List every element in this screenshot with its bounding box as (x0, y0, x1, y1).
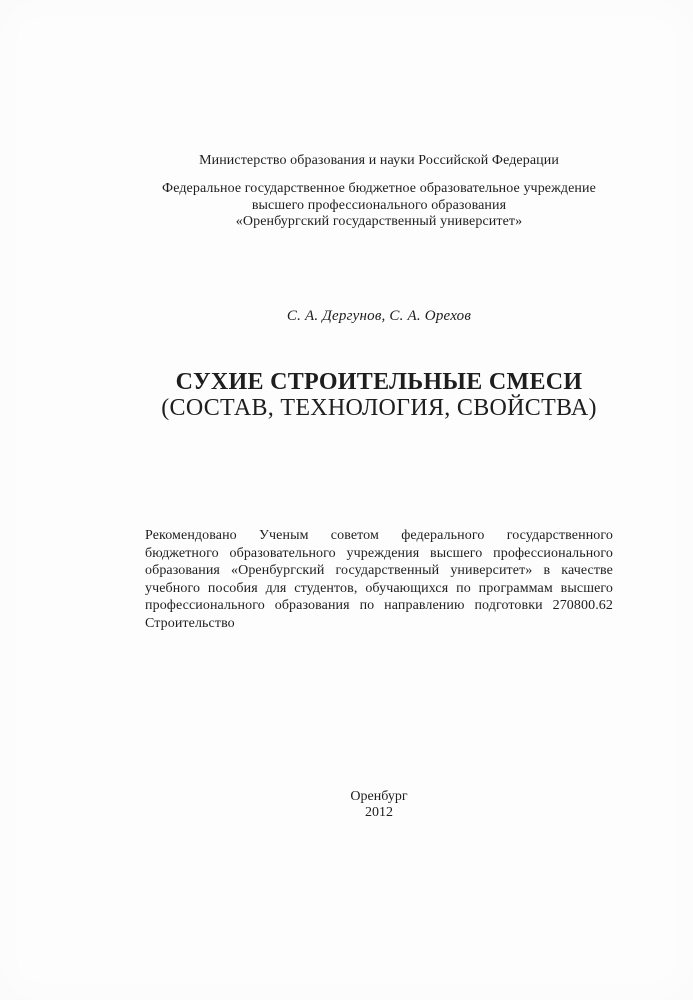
book-title-subtitle: (СОСТАВ, ТЕХНОЛОГИЯ, СВОЙСТВА) (161, 395, 597, 421)
imprint-city: Оренбург (350, 789, 408, 804)
recommendation-paragraph: Рекомендовано Ученым советом федерального государственного бюджетного образовательного учреждения высшего профессионального образования «Оренбургский государственный университет» в качестве учебного пособия для студентов, обучающихся по программам высшего профессионального образования по направлению подготовки 270800.62 Строительство (145, 528, 613, 631)
book-title-main: СУХИЕ СТРОИТЕЛЬНЫЕ СМЕСИ (175, 369, 583, 395)
institution-line-3: «Оренбургский государственный университет» (235, 214, 523, 229)
book-title (145, 369, 613, 421)
ministry-line: Министерство образования и науки Российской Федерации (199, 153, 559, 168)
imprint-block (145, 789, 613, 821)
authors-line: С. А. Дергунов, С. А. Орехов (286, 308, 472, 324)
institution-line-1: Федеральное государственное бюджетное образовательное учреждение (162, 181, 596, 196)
institution-block (145, 181, 613, 231)
imprint-year: 2012 (365, 805, 393, 820)
institution-line-2: высшего профессионального образования (251, 197, 507, 213)
